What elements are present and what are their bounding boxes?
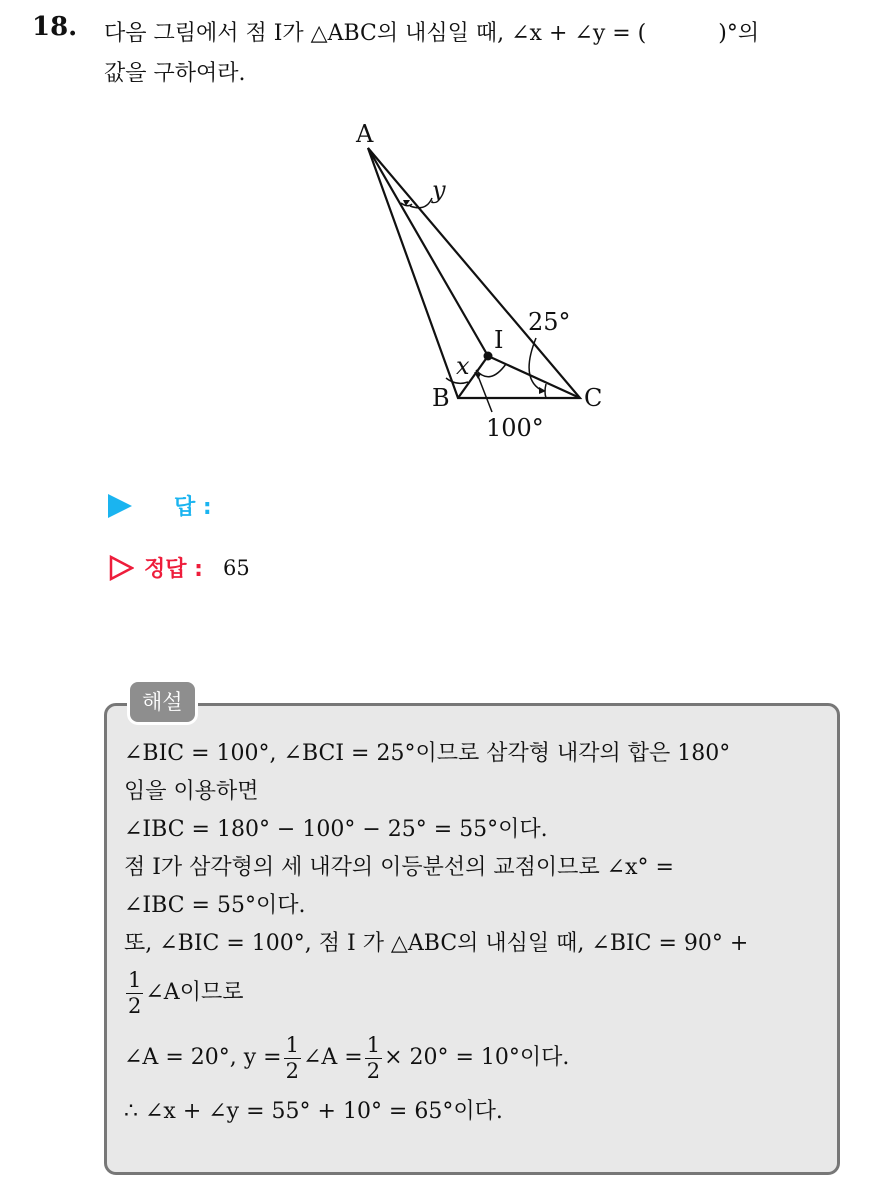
correct-answer-row xyxy=(108,552,250,583)
bisector-ai xyxy=(368,148,488,356)
question-line-1-end: )°의 xyxy=(718,21,760,46)
label-c: C xyxy=(584,384,603,412)
label-a: A xyxy=(356,120,374,148)
segment-ci xyxy=(488,356,580,398)
triangle-figure xyxy=(340,108,630,448)
solution-line-8-end: × 20° = 10°이다. xyxy=(384,1045,570,1070)
answer-row xyxy=(108,490,212,521)
solution-line-9: ∴ ∠x + ∠y = 55° + 10° = 65°이다. xyxy=(124,1099,503,1124)
fraction-half-2: $\frac{1}{2}$ xyxy=(285,1032,299,1083)
triangle-bullet-icon xyxy=(108,494,132,518)
solution-line-6: 또, ∠BIC = 100°, 점 I 가 △ABC의 내심일 때, ∠BIC = 90° + xyxy=(124,931,749,956)
question-line-1 xyxy=(104,14,864,54)
solution-line-3: ∠IBC = 180° − 100° − 25° = 55°이다. xyxy=(124,817,548,842)
label-x: x xyxy=(456,352,470,380)
outline-triangle-icon xyxy=(108,555,134,581)
label-100-deg: 100° xyxy=(486,414,544,442)
label-i: I xyxy=(494,326,504,354)
question-line-2: 값을 구하여라. xyxy=(104,61,246,86)
solution-line-1-text: ∠BIC = 100°, ∠BCI = 25°이므로 삼각형 내각의 합은 180° xyxy=(124,741,731,766)
solution-text xyxy=(124,735,824,1131)
correct-answer-label: 정답 : xyxy=(144,557,203,582)
label-b: B xyxy=(432,384,450,412)
solution-tab: 해설 xyxy=(130,682,195,722)
label-y: y xyxy=(432,176,446,204)
solution-line-4: 점 I가 삼각형의 세 내각의 이등분선의 교점이므로 ∠x° = xyxy=(124,855,674,880)
label-25-deg: 25° xyxy=(528,308,571,336)
correct-answer-value: 65 xyxy=(222,555,250,580)
fraction-half: $\frac{1}{2}$ xyxy=(128,967,142,1018)
incenter-point xyxy=(484,352,493,361)
question-number: 18. xyxy=(32,12,78,42)
triangle-abc xyxy=(368,148,580,398)
solution-line-8 xyxy=(124,1023,824,1093)
question-line-1-start: 다음 그림에서 점 I가 △ABC의 내심일 때, ∠x + ∠y = ( xyxy=(104,21,647,46)
solution-line-7 xyxy=(124,963,824,1023)
triangle-diagram xyxy=(340,108,630,448)
pointer-100 xyxy=(478,376,492,412)
solution-line-7-text: ∠A이므로 xyxy=(145,980,244,1005)
question-text xyxy=(104,14,864,94)
fraction-half-3: $\frac{1}{2}$ xyxy=(366,1032,381,1083)
answer-label: 답 : xyxy=(174,495,212,520)
solution-line-5: ∠IBC = 55°이다. xyxy=(124,893,306,918)
solution-line-8-start: ∠A = 20°, y = xyxy=(124,1045,282,1070)
solution-line-2: 임을 이용하면 xyxy=(124,779,259,804)
solution-line-8-mid: ∠A = xyxy=(302,1045,363,1070)
solution-line-1 xyxy=(124,735,824,773)
